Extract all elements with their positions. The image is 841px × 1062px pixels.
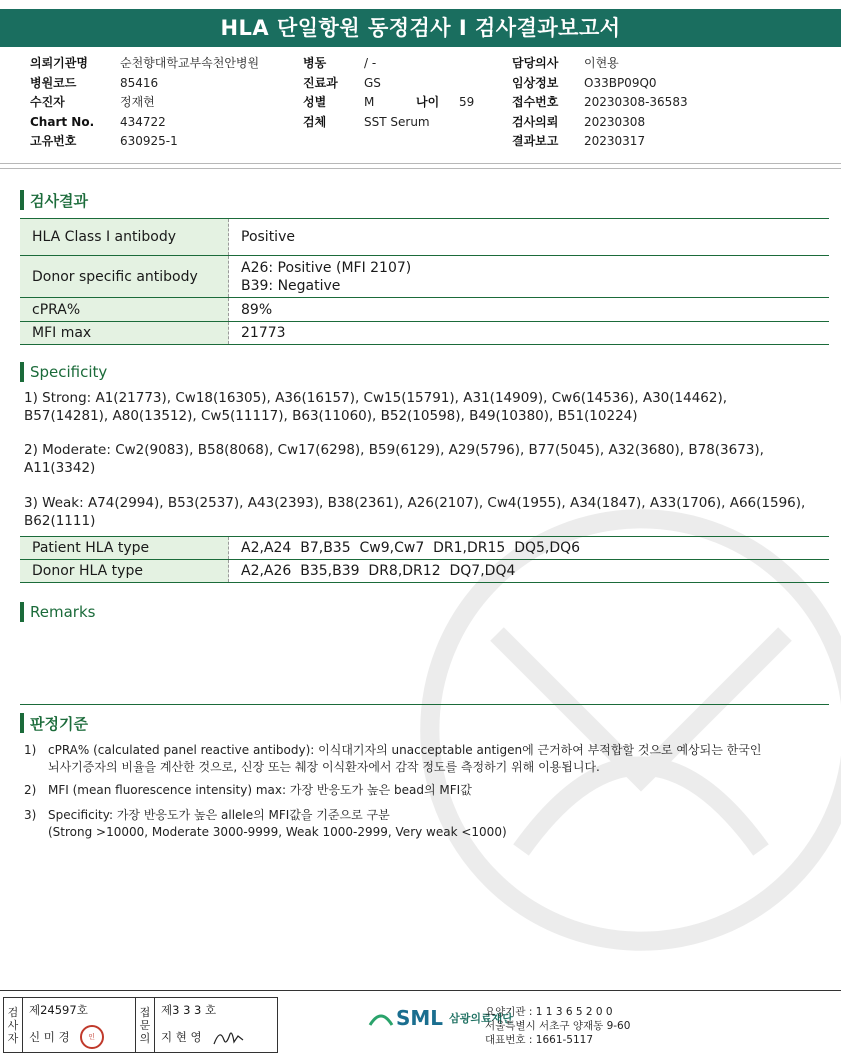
info-label: 임상정보: [512, 75, 559, 90]
criteria-num: 2): [24, 783, 37, 797]
ward-label: 병동: [303, 56, 327, 70]
table-row: [20, 219, 829, 256]
criteria-item: [24, 742, 814, 776]
info-divider: [0, 163, 841, 164]
info-value: 20230308: [584, 114, 646, 129]
info-label: 접수번호: [512, 95, 559, 109]
signature-icon: [212, 1026, 246, 1048]
row-label: Donor HLA type: [20, 560, 229, 583]
label-char: 의: [139, 1031, 151, 1045]
dsa-b39: B39: Negative: [241, 277, 341, 294]
remarks-divider: [20, 704, 829, 705]
criteria-heading-text: 판정기준: [30, 714, 88, 733]
remarks-heading-text: Remarks: [30, 603, 96, 621]
footer-divider: [0, 990, 841, 991]
reviewer-name: 지 현 영: [161, 1030, 202, 1044]
donor-hla-value: A2,A26 B35,B39 DR8,DR12 DQ7,DQ4: [229, 560, 830, 583]
logo-name: 삼광의료재단: [449, 1012, 513, 1025]
agency-phone: 대표번호 : 1661-5117: [485, 1034, 594, 1046]
info-column-3: [512, 54, 688, 152]
sml-logo-icon: [366, 1003, 396, 1033]
table-row: [20, 560, 829, 583]
footer: [0, 993, 841, 1055]
specimen-value: SST Serum: [364, 114, 430, 129]
row-label: Patient HLA type: [20, 537, 229, 560]
criteria-line: (Strong >10000, Moderate 3000-9999, Weak 1000-2999, Very weak <1000): [48, 825, 507, 839]
info-label: Chart No.: [30, 114, 95, 129]
row-label: cPRA%: [20, 298, 229, 322]
heading-bar: [20, 190, 24, 210]
criteria-line: MFI (mean fluorescence intensity) max: 가장 반응도가 높은 bead의 MFI값: [48, 783, 472, 797]
table-row: [20, 298, 829, 322]
criteria-item: [24, 782, 814, 799]
logo-abbr: SML: [396, 1006, 444, 1030]
specificity-moderate: 2) Moderate: Cw2(9083), B58(8068), Cw17(6298), B59(6129), A29(5796), B77(5045), A32(3680), B78(3673), A11(3342): [24, 442, 764, 476]
info-label: 의뢰기관명: [30, 56, 88, 70]
info-label: 결과보고: [512, 134, 559, 148]
info-value: 434722: [120, 114, 166, 129]
sex-label: 성별: [303, 95, 327, 109]
results-table: [20, 218, 829, 345]
patient-hla-value: A2,A24 B7,B35 Cw9,Cw7 DR1,DR15 DQ5,DQ6: [229, 537, 830, 560]
criteria-item: [24, 807, 814, 841]
row-label: Donor specific antibody: [20, 256, 229, 298]
results-heading: [20, 190, 88, 210]
inspector-name: 신 미 경: [29, 1029, 70, 1044]
dept-label: 진료과: [303, 75, 338, 90]
reviewer-number: 제3 3 3 호: [161, 1003, 217, 1017]
info-value: 순천향대학교부속천안병원: [120, 56, 260, 70]
table-row: [20, 256, 829, 298]
info-divider: [0, 168, 841, 169]
specimen-label: 검체: [303, 114, 327, 129]
info-label: 담당의사: [512, 56, 559, 70]
criteria-line: 뇌사기증자의 비율을 계산한 것으로, 신장 또는 췌장 이식환자에서 감작 정도를 측정하기 위해 이용됩니다.: [48, 760, 600, 774]
specificity-heading: [20, 362, 107, 382]
info-value: 정재현: [120, 95, 155, 109]
row-value: [229, 256, 830, 298]
specificity-strong: 1) Strong: A1(21773), Cw18(16305), A36(16157), Cw15(15791), A31(14909), Cw6(14536), A30(14462), B57(14281), A80(13512), Cw5(11117), B63(11060), B52(10598), B49(10380), B51(10224): [24, 390, 728, 424]
signature-box: [3, 997, 278, 1053]
dept-value: GS: [364, 75, 381, 90]
sex-value: M: [364, 95, 375, 109]
table-row: [20, 537, 829, 560]
criteria-num: 1): [24, 743, 37, 757]
heading-bar: [20, 602, 24, 622]
info-label: 수진자: [30, 95, 65, 109]
info-value: 630925-1: [120, 134, 178, 148]
info-label: 병원코드: [30, 75, 77, 90]
reviewer-cell: [155, 998, 277, 1052]
info-value: 20230317: [584, 134, 646, 148]
row-label: MFI max: [20, 322, 229, 345]
specificity-heading-text: Specificity: [30, 363, 108, 381]
label-char: 자: [7, 1031, 19, 1045]
info-column-2: [303, 54, 474, 132]
seal-stamp-icon: 인: [80, 1025, 104, 1049]
info-label: 검사의뢰: [512, 114, 559, 129]
ward-value: / -: [364, 56, 377, 70]
label-char: 검: [7, 1005, 19, 1019]
hla-type-table: [20, 536, 829, 583]
row-label: HLA Class I antibody: [20, 219, 229, 256]
info-value: 이현용: [584, 56, 619, 70]
report-title: HLA 단일항원 동정검사 I 검사결과보고서: [0, 9, 841, 47]
info-value: O33BP09Q0: [584, 75, 657, 90]
row-value: Positive: [229, 219, 830, 256]
remarks-heading: [20, 602, 95, 622]
agency-info: [485, 1005, 630, 1047]
info-label: 고유번호: [30, 134, 77, 148]
row-value: 89%: [229, 298, 830, 322]
age-label: 나이: [416, 95, 440, 109]
label-char: 사: [7, 1018, 19, 1032]
table-row: [20, 322, 829, 345]
criteria-heading: [20, 713, 88, 733]
reviewer-vertical-label: [136, 998, 155, 1052]
criteria-num: 3): [24, 808, 37, 822]
label-char: 접: [139, 1005, 151, 1019]
inspector-vertical-label: [4, 998, 23, 1052]
age-value: 59: [459, 95, 475, 109]
results-heading-text: 검사결과: [30, 191, 88, 210]
inspector-number: 제24597호: [29, 1002, 88, 1017]
criteria-line: cPRA% (calculated panel reactive antibody): 이식대기자의 unacceptable antigen에 근거하여 부적합할 것으로 예상되는 한국인: [48, 743, 762, 757]
inspector-cell: [23, 998, 136, 1052]
info-value: 20230308-36583: [584, 95, 688, 109]
heading-bar: [20, 362, 24, 382]
heading-bar: [20, 713, 24, 733]
specificity-weak: 3) Weak: A74(2994), B53(2537), A43(2393), B38(2361), A26(2107), Cw4(1955), A34(1847), A33(1706), A66(1596), B62(1111): [24, 495, 806, 529]
agency-address: 서울특별시 서초구 양재동 9-60: [485, 1020, 631, 1032]
dsa-a26: A26: Positive (MFI 2107): [241, 259, 412, 276]
label-char: 문: [139, 1018, 151, 1032]
row-value: 21773: [229, 322, 830, 345]
agency-code: 요양기관 : 1 1 3 6 5 2 0 0: [485, 1006, 613, 1018]
criteria-line: Specificity: 가장 반응도가 높은 allele의 MFI값을 기준으로 구분: [48, 808, 390, 822]
info-column-1: [30, 54, 259, 152]
info-value: 85416: [120, 75, 159, 90]
